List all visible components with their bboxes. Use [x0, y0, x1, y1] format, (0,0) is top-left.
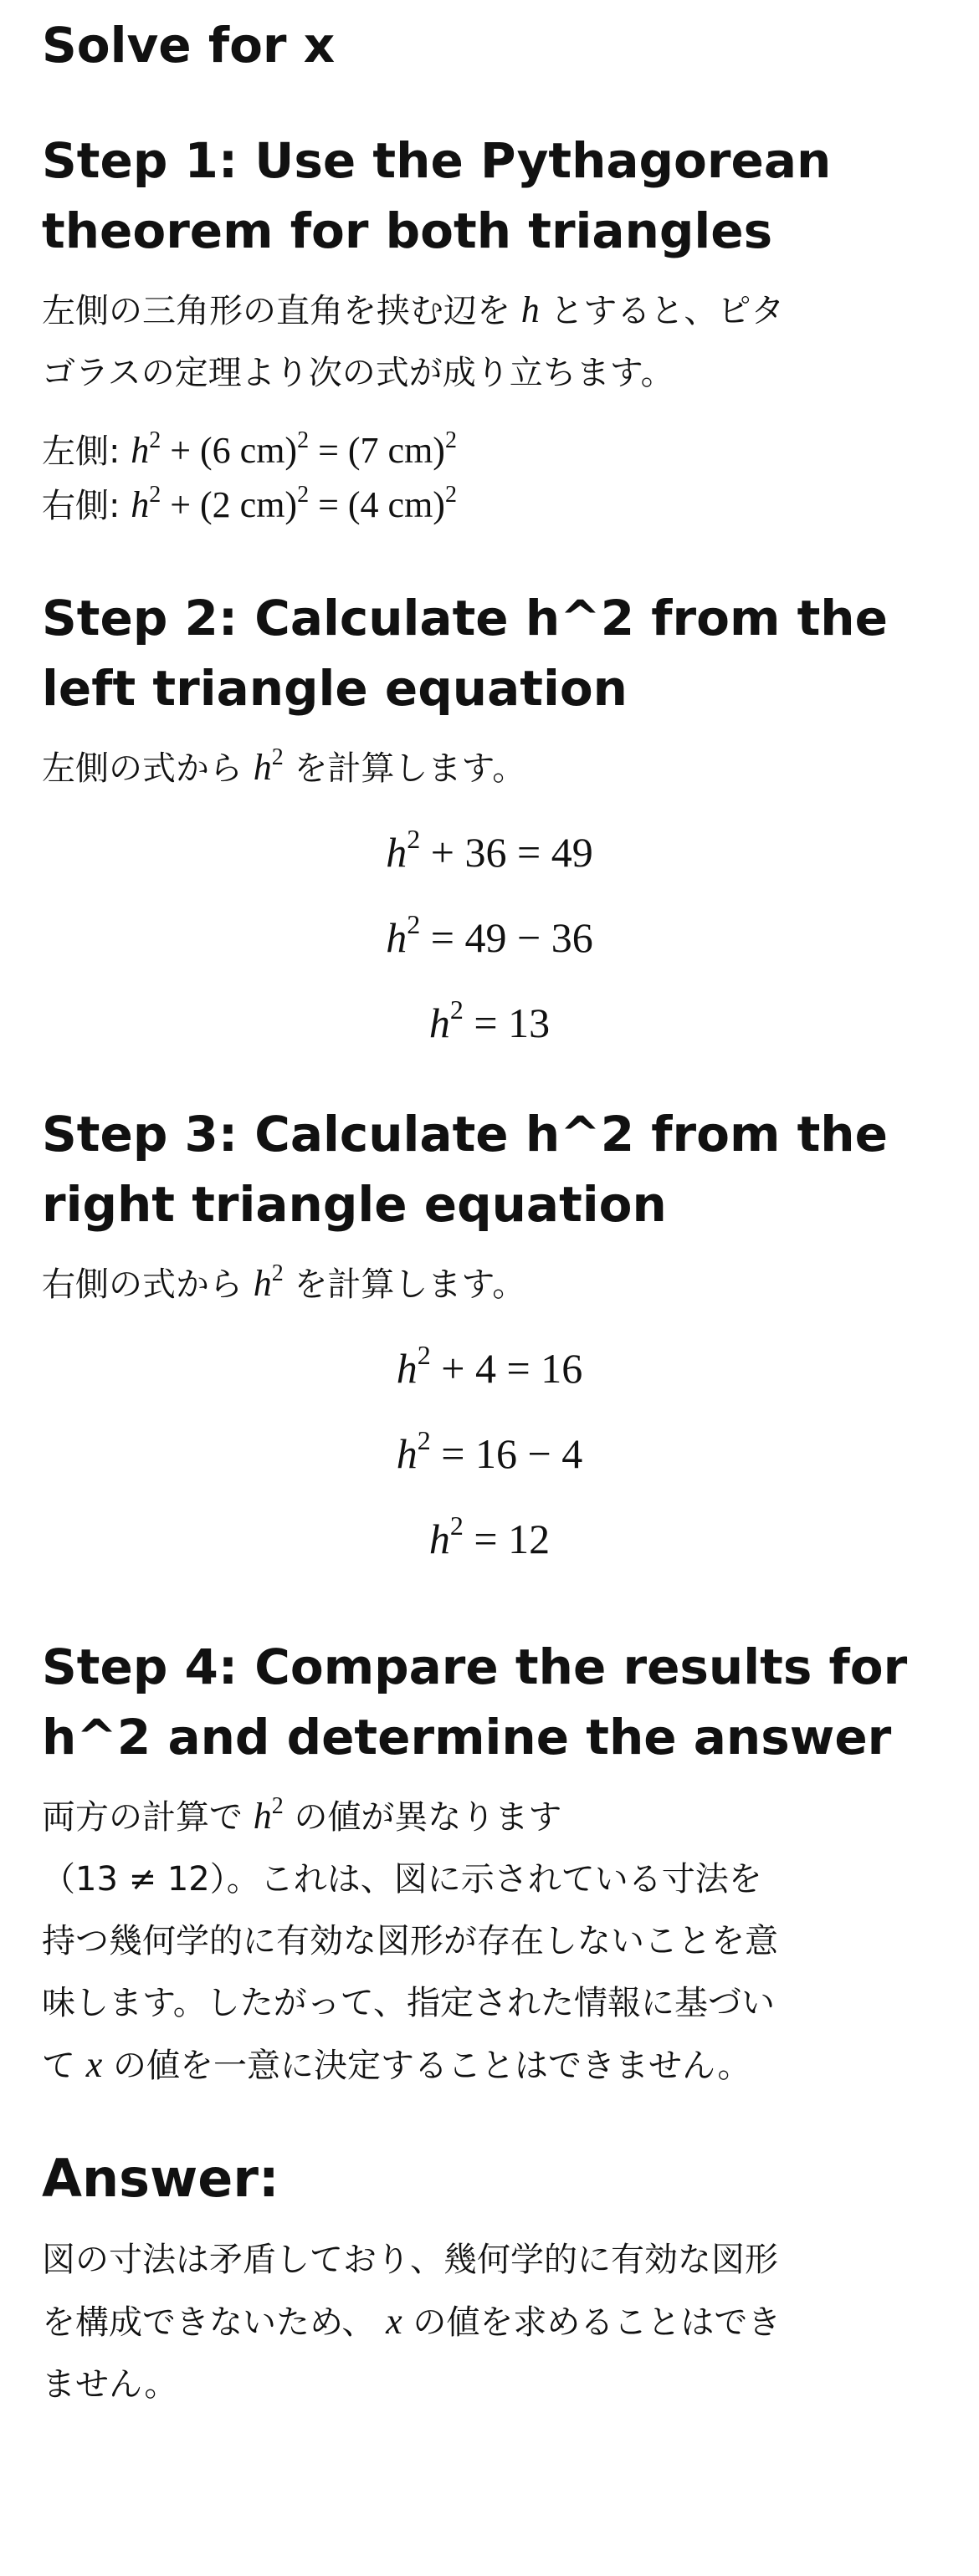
step-1-text-c: ゴラスの定理より次の式が成り立ちます。: [42, 354, 674, 392]
var-h: h: [386, 914, 407, 961]
equation-right-part-b: = (4 cm): [318, 484, 445, 525]
step-2-equation-2: [42, 895, 937, 980]
step-2-equation-3: [42, 980, 937, 1066]
exponent: 2: [271, 744, 284, 770]
equation-right: [42, 478, 937, 533]
var-x: x: [85, 2044, 103, 2085]
exponent: 2: [271, 1260, 284, 1286]
step-4-paragraph: [42, 1786, 937, 2097]
step-2-text-b: を計算します。: [294, 749, 526, 788]
exponent: 2: [297, 427, 310, 453]
var-h: h: [396, 1345, 418, 1392]
step-4-text-g: の値を一意に決定することはできません。: [112, 2047, 751, 2085]
step-2-equations: [42, 810, 937, 1066]
step-3-heading-line-2: right triangle equation: [42, 1176, 667, 1233]
var-h: h: [131, 430, 150, 471]
step-2: [42, 583, 937, 1066]
exponent: 2: [407, 909, 421, 939]
exponent: 2: [297, 482, 310, 508]
step-1-heading: [42, 125, 937, 266]
step-4-text-d: 持つ幾何学的に有効な図形が存在しないことを意: [42, 1922, 778, 1960]
step-2-paragraph: [42, 737, 937, 800]
step-4-text-e: 味します。したがって、指定された情報に基づい: [42, 1984, 775, 2022]
step-1-heading-line-1: Step 1: Use the Pythagorean: [42, 132, 832, 189]
equation-text: = 49 − 36: [430, 914, 593, 961]
step-3-equation-2: [42, 1411, 937, 1496]
equation-text: + 36 = 49: [430, 829, 593, 876]
step-2-heading: [42, 583, 937, 723]
equation-left: [42, 424, 937, 478]
exponent: 2: [149, 482, 161, 508]
step-3-equation-1: [42, 1326, 937, 1411]
answer-text-b: を構成できないため、: [42, 2303, 376, 2342]
step-1-text-b: とすると、ピタ: [550, 292, 785, 330]
var-h: h: [428, 999, 450, 1046]
equation-text: = 13: [474, 999, 551, 1046]
exponent: 2: [407, 824, 421, 854]
answer-text-a: 図の寸法は矛盾しており、幾何学的に有効な図形: [42, 2241, 778, 2279]
step-3-text-a: 右側の式から: [42, 1265, 243, 1304]
equation-text: = 12: [474, 1515, 551, 1562]
exponent: 2: [444, 482, 457, 508]
step-4-text-c: （13 ≠ 12）。これは、図に示されている寸法を: [42, 1860, 762, 1899]
var-h: h: [253, 747, 272, 788]
answer-section: [42, 2144, 937, 2415]
equation-right-label: 右側:: [42, 487, 120, 525]
step-1: [42, 125, 937, 533]
step-4-text-f: て: [42, 2047, 75, 2085]
var-x: x: [386, 2301, 402, 2342]
step-4-heading-line-1: Step 4: Compare the results for: [42, 1638, 908, 1695]
var-h: h: [396, 1430, 418, 1477]
step-4-text-a: 両方の計算で: [42, 1798, 243, 1837]
step-3-text-b: を計算します。: [294, 1265, 526, 1304]
var-h: h: [520, 289, 540, 330]
step-3-heading: [42, 1099, 937, 1239]
equation-left-part-a: + (6 cm): [170, 430, 298, 471]
step-3-paragraph: [42, 1253, 937, 1316]
answer-text-d: ません。: [42, 2365, 178, 2404]
step-1-text-a: 左側の三角形の直角を挟む辺を: [42, 292, 510, 330]
step-1-paragraph: [42, 279, 937, 404]
exponent: 2: [271, 1793, 284, 1819]
step-4-heading: [42, 1632, 937, 1772]
step-2-text-a: 左側の式から: [42, 749, 243, 788]
equation-left-label: 左側:: [42, 432, 120, 471]
answer-text-c: の値を求めることはでき: [413, 2303, 782, 2342]
step-3: [42, 1099, 937, 1582]
answer-heading: Answer:: [42, 2148, 279, 2209]
step-4: [42, 1632, 937, 2097]
step-2-equation-1: [42, 810, 937, 895]
var-h: h: [428, 1515, 450, 1562]
step-2-heading-line-2: left triangle equation: [42, 660, 628, 717]
answer-paragraph: [42, 2229, 937, 2415]
var-h: h: [386, 829, 407, 876]
step-4-text-b: の値が異なります: [294, 1798, 562, 1837]
step-3-equations: [42, 1326, 937, 1582]
step-3-heading-line-1: Step 3: Calculate h^2 from the: [42, 1106, 888, 1163]
exponent: 2: [449, 994, 464, 1025]
var-h: h: [253, 1263, 272, 1304]
equation-left-part-b: = (7 cm): [318, 430, 445, 471]
equation-text: + 4 = 16: [441, 1345, 583, 1392]
step-4-heading-line-2: h^2 and determine the answer: [42, 1709, 892, 1766]
var-h: h: [131, 484, 150, 525]
exponent: 2: [149, 427, 161, 453]
equation-right-part-a: + (2 cm): [170, 484, 298, 525]
step-3-equation-3: [42, 1496, 937, 1582]
step-1-heading-line-2: theorem for both triangles: [42, 202, 773, 259]
step-2-heading-line-1: Step 2: Calculate h^2 from the: [42, 590, 888, 647]
exponent: 2: [417, 1425, 431, 1455]
var-h: h: [253, 1796, 272, 1837]
exponent: 2: [417, 1340, 431, 1370]
page-title: Solve for x: [42, 17, 336, 74]
exponent: 2: [449, 1510, 464, 1541]
exponent: 2: [444, 427, 457, 453]
equation-text: = 16 − 4: [441, 1430, 583, 1477]
